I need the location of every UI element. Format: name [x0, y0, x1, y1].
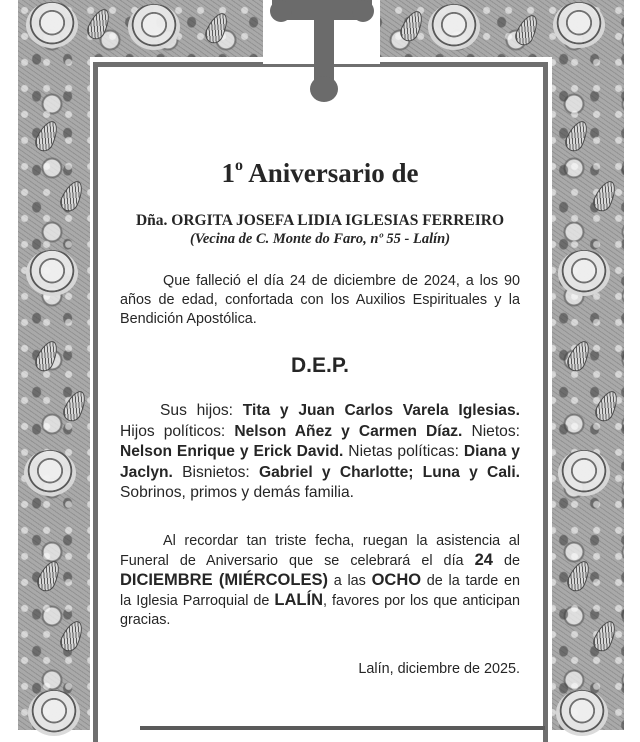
leaf-icon [564, 338, 594, 375]
notice-content [120, 148, 520, 679]
leaf-icon [32, 118, 62, 155]
leaf-icon [592, 388, 622, 425]
hijos-names: Tita y Juan Carlos Varela Iglesias. [242, 402, 520, 419]
title-number: 1 [221, 158, 235, 188]
dep-heading: D.E.P. [291, 354, 349, 377]
leaf-icon [564, 558, 594, 595]
signoff-date: Lalín, diciembre de 2025. [358, 660, 520, 677]
leaf-icon [202, 10, 232, 47]
leaf-icon [32, 338, 62, 375]
bisnietos-label: Bisnietos: [172, 463, 259, 481]
leaf-icon [397, 8, 427, 45]
leaf-icon [34, 558, 64, 595]
rose-icon [553, 2, 605, 48]
nietos-label: Nietos: [462, 422, 520, 440]
nietos-names: Nelson Enrique y Erick David. [120, 443, 344, 460]
leaf-icon [57, 178, 87, 215]
deceased-address: (Vecina de C. Monte do Faro, nº 55 - Lalín) [189, 231, 451, 247]
rose-icon [558, 450, 610, 496]
leaf-icon [57, 618, 87, 655]
nietas-politicas-label: Nietas políticas: [343, 443, 464, 460]
funeral-text: de [492, 552, 520, 569]
rose-icon [558, 250, 610, 296]
frame-bottom-line [140, 726, 545, 730]
funeral-paragraph [120, 532, 520, 630]
funeral-day: 24 [474, 550, 493, 569]
leaf-icon [590, 618, 620, 655]
hijos-label: Sus hijos: [160, 402, 243, 419]
death-paragraph: Que falleció el día 24 de diciembre de 2024, a los 90 años de edad, confortada con los Auxilios Espirituales y la Bendición Apostólica. [120, 273, 520, 327]
leaf-icon [562, 118, 592, 155]
title-text: Aniversario de [243, 158, 419, 188]
funeral-time: OCHO [371, 570, 422, 589]
politicos-names: Nelson Añez y Carmen Díaz. [234, 422, 463, 440]
leaf-icon [60, 388, 90, 425]
rose-icon [428, 4, 480, 50]
rose-icon [26, 2, 78, 48]
funeral-month-weekday: DICIEMBRE (MIÉRCOLES) [120, 570, 328, 589]
leaf-icon [590, 178, 620, 215]
bisnietos-names: Gabriel y Charlotte; Luna y Cali. [258, 463, 520, 481]
funeral-text: Al recordar tan triste fecha, ruegan la asistencia al Funeral de Aniversario que se celebrará el día [120, 532, 520, 569]
funeral-text: , favores por los que anticipan gracias. [120, 592, 520, 628]
family-paragraph [120, 401, 520, 504]
funeral-text: de la tarde en la Iglesia Parroquial de [120, 572, 520, 609]
politicos-label: Hijos políticos: [120, 422, 235, 440]
deceased-name: Dña. ORGITA JOSEFA LIDIA IGLESIAS FERREIRO [135, 212, 505, 229]
rose-icon [24, 450, 76, 496]
other-family: Sobrinos, primos y demás familia. [120, 484, 354, 501]
rose-icon [26, 250, 78, 296]
rose-icon [556, 690, 608, 736]
notice-title [120, 148, 520, 188]
rose-icon [128, 4, 180, 50]
leaf-icon [512, 12, 542, 49]
funeral-text: a las [327, 572, 372, 589]
funeral-place: LALÍN [274, 590, 323, 609]
nietas-politicas-names: Diana y Jaclyn. [120, 443, 520, 481]
leaf-icon [84, 6, 114, 43]
rose-icon [28, 690, 80, 736]
title-ordinal: o [235, 157, 243, 174]
